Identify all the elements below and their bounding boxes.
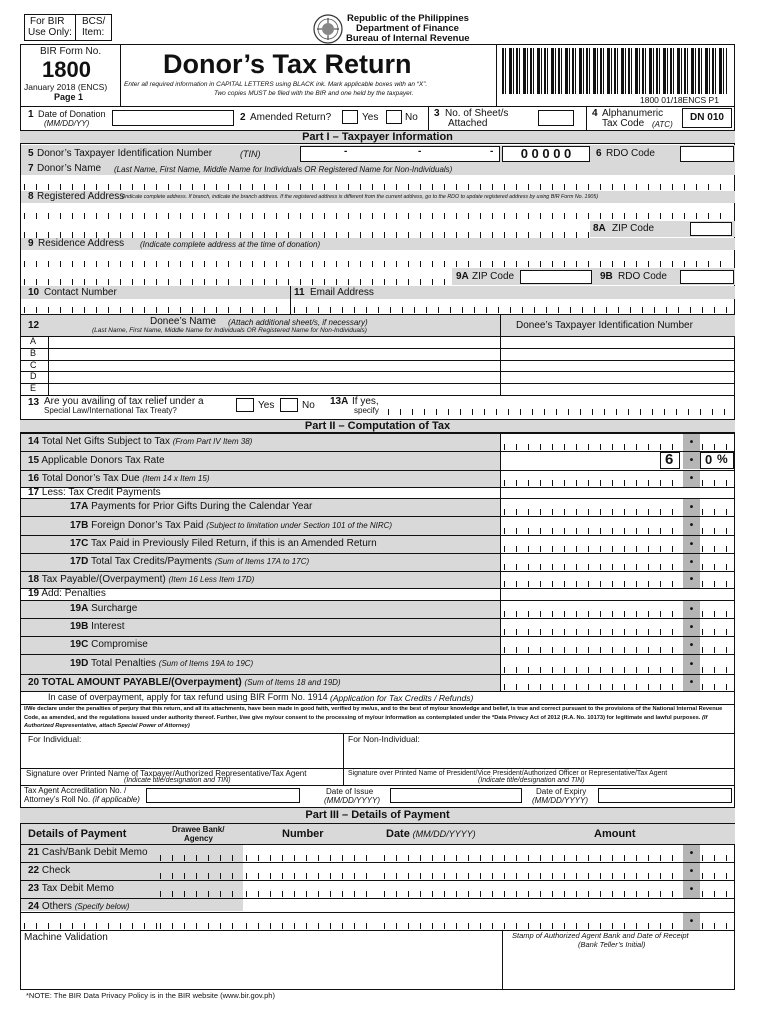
tax-rate-percent: % (717, 452, 728, 466)
amount-input[interactable] (504, 528, 682, 534)
email-label: Email Address (310, 287, 374, 298)
amount-input[interactable] (504, 509, 682, 515)
decimal-point: • (683, 434, 700, 451)
date-issue-hint: (MM/DD/YYYY) (324, 796, 380, 805)
divider (500, 433, 501, 691)
relief-no-checkbox[interactable] (280, 398, 298, 412)
donor-name-hint: (Last Name, First Name, Middle Name for Individuals OR Registered Name for Non-Individuals) (114, 165, 453, 174)
residence-input-1[interactable] (24, 261, 732, 267)
payment-row-22 (28, 865, 70, 876)
part2-item-17c (70, 538, 377, 549)
decimal-point: • (683, 845, 700, 862)
contact-input[interactable] (24, 307, 288, 313)
donee-name-label: Donee’s Name (150, 316, 216, 327)
part2-item-16 (28, 473, 210, 484)
amount-input[interactable] (504, 546, 682, 552)
tax-rate-value: 6 (665, 451, 674, 468)
declaration-text (24, 705, 732, 733)
amount-input[interactable] (504, 611, 682, 617)
amount-input[interactable] (504, 444, 682, 450)
decimal-point: • (683, 913, 700, 930)
col-details: Details of Payment (28, 828, 127, 840)
for-bir-label: For BIR (30, 16, 65, 27)
atc-hint: (ATC) (652, 120, 673, 129)
decimal-point: • (683, 881, 700, 898)
date-input[interactable] (384, 923, 496, 929)
date-input[interactable] (384, 891, 496, 897)
rdo-9b-input[interactable] (680, 270, 734, 284)
donee-row-letter: E (30, 383, 37, 393)
sig-left-label: Signature over Printed Name of Taxpayer/Authorized Representative/Tax Agent (26, 769, 307, 778)
roll-no-hint: (if applicable) (92, 795, 140, 804)
amount-cents-input[interactable] (702, 564, 732, 570)
part2-item-19d (70, 658, 253, 669)
amount-cents-input[interactable] (702, 528, 732, 534)
item-5-number: 5 (28, 148, 34, 159)
specify-input[interactable] (388, 409, 732, 415)
donee-name-input[interactable] (50, 349, 498, 359)
payment-row-number: 21 (28, 847, 40, 858)
instruction-text: Enter all required information in CAPITAL LETTERS using BLACK ink. Mark applicable boxes with an “X”. (124, 81, 428, 88)
form-number: 1800 (42, 57, 91, 82)
amount-input[interactable] (504, 891, 682, 897)
declaration-text-body: I/We declare under the penalties of perjury that this return, and all its attachments, have been made in good faith, verified by me/us, and to the best of my/our knowledge and belief, is true and correct pursuant to the provisions of the National Internal Revenue Code, as amended, and the regulations issued under authority thereof. Further, I/we give my/our consent to the processing of my/our information as contemplated under the *Data Privacy Act of 2012 (R.A. No. 10173) for legitimate and lawful purposes. (24, 706, 723, 721)
item-8a-number: 8A (593, 223, 606, 234)
item-number: 19D (70, 658, 89, 669)
decimal-point: • (683, 554, 700, 571)
sig-left-hint: (Indicate title/designation and TIN) (124, 777, 231, 784)
part2-title: Part II – Computation of Tax (20, 419, 735, 433)
item-label: Total Penalties (90, 658, 157, 669)
decimal-point: • (683, 536, 700, 553)
item-hint: (Sum of Items 19A to 19C) (158, 659, 254, 668)
col-number: Number (282, 828, 324, 840)
divider (496, 44, 497, 106)
date-expiry-input[interactable] (598, 788, 732, 803)
sheets-input[interactable] (538, 110, 574, 126)
date-donation-label: Date of Donation (38, 109, 106, 119)
residence-input-2[interactable] (24, 279, 452, 285)
part2-item-17d (70, 556, 309, 567)
divider (20, 106, 735, 107)
tax-rate-decimal: 0 (705, 452, 713, 467)
decimal-point: • (683, 499, 700, 516)
reg-address-label: Registered Address (37, 191, 125, 202)
part2-item-18 (28, 574, 254, 585)
payment-row-label: Cash/Bank Debit Memo (41, 847, 148, 858)
roll-no-label (24, 795, 140, 804)
item-label: Total Tax Credits/Payments (90, 556, 212, 567)
attached-label: Attached (448, 118, 488, 129)
specify-label: specify (354, 406, 379, 415)
overpayment-note: In case of overpayment, apply for tax refund using BIR Form No. 1914 (48, 692, 328, 702)
sheets-label: No. of Sheet/s (445, 108, 509, 119)
item-8-number: 8 (28, 191, 34, 202)
tin-hint: (TIN) (240, 149, 261, 159)
stamp-label: Stamp of Authorized Agent Bank and Date of Receipt (512, 931, 689, 940)
item-hint: (Item 16 Less Item 17D) (168, 574, 255, 584)
part2-item-17 (28, 487, 161, 498)
amended-yes-label: Yes (362, 112, 379, 123)
number-input[interactable] (246, 873, 378, 879)
relief-question: Are you availing of tax relief under a (44, 396, 204, 407)
rdo-9b-label: RDO Code (618, 271, 667, 282)
date-donation-input[interactable] (112, 110, 234, 126)
payment-row-number: 22 (28, 865, 40, 876)
item-number: 19 (28, 588, 40, 599)
donor-name-input[interactable] (24, 184, 732, 190)
donee-tin-input[interactable] (502, 384, 732, 394)
item-label: TOTAL AMOUNT PAYABLE/(Overpayment) (41, 676, 242, 688)
amount-cents-input[interactable] (702, 667, 732, 673)
amount-cents-input[interactable] (702, 611, 732, 617)
amount-input[interactable] (504, 647, 682, 653)
atc-label-2: Tax Code (602, 118, 645, 129)
item-hint: (Sum of Items 18 and 19D) (244, 677, 341, 687)
barcode (502, 48, 727, 94)
divider (20, 588, 735, 589)
decimal-point: • (683, 863, 700, 880)
divider (48, 336, 49, 395)
item-number: 19B (70, 621, 89, 632)
number-input[interactable] (246, 923, 378, 929)
zip-9a-label: ZIP Code (472, 271, 515, 282)
decimal-point: • (683, 452, 700, 469)
part2-item-14 (28, 436, 252, 447)
item-label: Add: Penalties (41, 588, 106, 599)
item-label: Foreign Donor’s Tax Paid (91, 519, 204, 531)
donee-tin-input[interactable] (502, 361, 732, 371)
item-number: 19A (70, 603, 89, 614)
donor-name-label: Donor’s Name (37, 163, 102, 174)
sig-right-label: Signature over Printed Name of President/Vice President/Authorized Officer or Representative/Tax Agent (348, 770, 668, 777)
item-number: 17C (70, 538, 89, 549)
amount-cents-input[interactable] (702, 647, 732, 653)
amount-input[interactable] (504, 873, 682, 879)
item-label: Interest (91, 621, 125, 632)
amount-input[interactable] (504, 480, 682, 486)
bcs-label: BCS/ (82, 16, 106, 27)
date-input[interactable] (384, 873, 496, 879)
item-number: 14 (28, 436, 40, 447)
department-text: Department of Finance (356, 23, 459, 34)
donee-tin-label: Donee’s Taxpayer Identification Number (516, 320, 693, 331)
item-number: 19C (70, 639, 89, 650)
decimal-point: • (683, 675, 700, 691)
col-date-hint: (MM/DD/YYYY) (412, 829, 476, 839)
tin-dash: - (344, 146, 348, 157)
tin-label: Donor’s Taxpayer Identification Number (37, 148, 213, 159)
part2-item-19 (28, 588, 106, 599)
item-label: Applicable Donors Tax Rate (41, 454, 165, 466)
relief-no-label: No (302, 400, 315, 411)
sig-right-hint: (Indicate title/designation and TIN) (478, 777, 585, 784)
decimal-point: • (683, 637, 700, 654)
item-9b-number: 9B (600, 271, 613, 282)
item-number: 15 (28, 454, 40, 466)
part3-title: Part III – Details of Payment (20, 807, 735, 824)
republic-text: Republic of the Philippines (347, 13, 469, 24)
donee-row-letter: C (30, 360, 37, 370)
reg-address-input-1[interactable] (24, 213, 732, 219)
date-donation-hint: (MM/DD/YY) (44, 119, 90, 128)
tin-dash: - (418, 146, 422, 157)
roll-no-text: Attorney’s Roll No. (24, 795, 91, 804)
part2-item-17b (70, 520, 392, 531)
donee-row-letter: A (30, 336, 37, 346)
relief-question-2: Special Law/International Tax Treaty? (44, 406, 177, 415)
amount-input[interactable] (504, 855, 682, 861)
donee-row-letter: D (30, 371, 37, 381)
payment-row-21 (28, 847, 148, 858)
atc-label: Alphanumeric (602, 108, 664, 119)
for-individual-label: For Individual: (28, 734, 82, 744)
donee-tin-input[interactable] (502, 337, 732, 347)
bureau-text: Bureau of Internal Revenue (346, 33, 470, 44)
rdo-input[interactable] (680, 146, 734, 162)
payment-row-hint: (Specify below) (74, 902, 130, 911)
part2-item-19a (70, 603, 137, 614)
contact-label: Contact Number (44, 287, 117, 298)
divider (120, 44, 121, 106)
individual-signature-field[interactable] (24, 746, 340, 768)
amount-cents-input[interactable] (702, 480, 732, 486)
col-amount: Amount (594, 828, 636, 840)
amount-cents-input[interactable] (702, 509, 732, 515)
drawee-bank-input[interactable] (160, 855, 240, 861)
donee-name-hint: (Attach additional sheet/s, if necessary) (228, 318, 368, 327)
decimal-point: • (683, 655, 700, 674)
number-input[interactable] (246, 891, 378, 897)
number-input[interactable] (246, 855, 378, 861)
date-input[interactable] (384, 855, 496, 861)
amount-cents-input[interactable] (702, 855, 732, 861)
part2-item-15 (28, 455, 165, 466)
item-3-number: 3 (434, 108, 440, 119)
part2-item-17a (70, 501, 312, 512)
barcode-code: 1800 01/18ENCS P1 (640, 95, 719, 105)
use-only-label: Use Only: (28, 27, 72, 38)
item-label: Less: Tax Credit Payments (41, 487, 161, 498)
payment-row-24 (28, 901, 129, 912)
amended-label: Amended Return? (250, 112, 332, 123)
payment-row-label: Others (41, 901, 72, 912)
donee-name-hint-2: (Last Name, First Name, Middle Name for Individuals OR Registered Name for Non-Individuals) (92, 327, 367, 334)
declaration-text-italic: (If Authorized Representative, attach Special Power of Attorney) (24, 714, 708, 729)
residence-label-row (21, 238, 735, 250)
rdo-label: RDO Code (606, 148, 655, 159)
if-yes-label: If yes, (352, 396, 379, 407)
item-1-number: 1 (28, 109, 34, 120)
residence-label: Residence Address (38, 238, 125, 249)
decimal-point: • (683, 619, 700, 636)
item-9a-number: 9A (456, 271, 469, 282)
item-2-number: 2 (240, 112, 246, 123)
amount-input[interactable] (504, 684, 682, 690)
item-number: 17A (70, 501, 89, 512)
payment-row-label: Check (41, 865, 71, 876)
contact-label-row (21, 286, 735, 299)
item-9-number: 9 (28, 238, 34, 249)
agent-no-input[interactable] (146, 788, 300, 803)
divider (290, 286, 291, 314)
bir-seal-icon (313, 14, 343, 44)
drawee-bank-input[interactable] (160, 873, 240, 879)
divider (75, 14, 76, 41)
part2-item-19c (70, 639, 148, 650)
tin-input[interactable] (300, 146, 500, 162)
relief-yes-label: Yes (258, 400, 275, 411)
copies-text: Two copies MUST be filed with the BIR and one held by the taxpayer. (214, 90, 414, 97)
item-13a-number: 13A (330, 396, 349, 407)
agent-no-label: Tax Agent Accreditation No. / (24, 786, 127, 795)
payment-row-label: Tax Debit Memo (41, 883, 114, 894)
item-4-number: 4 (592, 108, 598, 119)
divider (20, 912, 735, 913)
item-10-number: 10 (28, 287, 40, 298)
col-date: Date (386, 828, 410, 840)
amount-cents-input[interactable] (702, 546, 732, 552)
item-number: 16 (28, 472, 40, 484)
item-label: Compromise (91, 639, 148, 650)
atc-value: DN 010 (682, 108, 732, 128)
item-hint: (Item 14 x Item 15) (142, 473, 210, 483)
item-label: Surcharge (91, 603, 138, 614)
tin-branch-code: 0 0 0 0 0 (502, 146, 590, 162)
amount-cents-input[interactable] (702, 581, 732, 587)
zip-8a-input[interactable] (690, 222, 732, 236)
zip-9a-input[interactable] (520, 270, 592, 284)
stamp-label-2: (Bank Teller’s Initial) (578, 940, 646, 949)
tin-dash: - (490, 146, 494, 157)
decimal-point: • (683, 471, 700, 487)
divider (428, 106, 429, 130)
amount-input[interactable] (504, 629, 682, 635)
donee-name-input[interactable] (50, 384, 498, 394)
amount-cents-input[interactable] (702, 684, 732, 690)
amount-input[interactable] (504, 564, 682, 570)
drawee-bank-input[interactable] (160, 923, 240, 929)
item-12-number: 12 (28, 320, 40, 331)
amended-no-checkbox[interactable] (386, 110, 402, 124)
item-hint: (Subject to limitation under Section 101 of the NIRC) (206, 520, 393, 530)
item-number: 17D (70, 556, 89, 567)
date-expiry-hint: (MM/DD/YYYY) (532, 796, 588, 805)
decimal-point: • (683, 572, 700, 588)
footer-note: *NOTE: The BIR Data Privacy Policy is in the BIR website (www.bir.gov.ph) (26, 991, 275, 1000)
residence-hint: (Indicate complete address at the time of donation) (140, 240, 321, 249)
decimal-point: • (683, 517, 700, 535)
donee-name-input[interactable] (50, 361, 498, 371)
item-number: 17 (28, 487, 40, 498)
item-number: 20 (28, 676, 40, 688)
amount-cents-input[interactable] (702, 891, 732, 897)
for-non-individual-label: For Non-Individual: (348, 734, 420, 744)
donee-name-input[interactable] (50, 372, 498, 382)
amended-yes-checkbox[interactable] (342, 110, 358, 124)
item-label: Total Donor’s Tax Due (41, 472, 140, 484)
amount-cents-input[interactable] (702, 629, 732, 635)
form-no-label: BIR Form No. (40, 46, 102, 57)
date-expiry-label: Date of Expiry (536, 787, 587, 796)
item-6-number: 6 (596, 148, 602, 159)
donee-row-letter: B (30, 348, 37, 358)
item-11-number: 11 (294, 287, 305, 298)
item-hint: (Sum of Items 17A to 17C) (214, 557, 310, 566)
amount-input[interactable] (504, 667, 682, 673)
amount-input[interactable] (504, 581, 682, 587)
item-13-number: 13 (28, 397, 40, 408)
decimal-point: • (683, 601, 700, 618)
amended-no-label: No (405, 112, 418, 123)
donee-name-input[interactable] (50, 337, 498, 347)
item-number: 17B (70, 519, 89, 531)
item-label: Tax Payable/(Overpayment) (41, 573, 166, 585)
form-title: Donor’s Tax Return (163, 49, 412, 79)
item-label: Tax Paid in Previously Filed Return, if this is an Amended Return (90, 538, 377, 549)
overpayment-hint: (Application for Tax Credits / Refunds) (330, 693, 474, 703)
amount-cents-input[interactable] (702, 444, 732, 450)
drawee-bank-input[interactable] (160, 891, 240, 897)
email-input[interactable] (294, 307, 732, 313)
col-bank: Drawee Bank/ (172, 825, 225, 834)
non-individual-signature-field[interactable] (347, 746, 732, 768)
reg-address-hint: (Indicate complete address. If branch, indicate the branch address. If the registered address is different from the current address, go to the RDO to update registered address by using BIR Form No. 1905) (122, 194, 599, 200)
divider (586, 106, 587, 130)
item-label: Item: (82, 27, 105, 38)
item-label: Total Net Gifts Subject to Tax (41, 436, 170, 447)
payment-row-number: 24 (28, 901, 40, 912)
date-issue-input[interactable] (390, 788, 522, 803)
divider (20, 785, 735, 786)
form-date: January 2018 (ENCS) (24, 82, 108, 92)
divider (343, 733, 344, 785)
payment-row-number: 23 (28, 883, 40, 894)
payment-row-23 (28, 883, 114, 894)
date-issue-label: Date of Issue (326, 787, 374, 796)
relief-yes-checkbox[interactable] (236, 398, 254, 412)
item-label: Payments for Prior Gifts During the Calendar Year (91, 501, 313, 512)
divider (502, 930, 503, 990)
page-number: Page 1 (54, 92, 84, 102)
amount-cents-input[interactable] (702, 873, 732, 879)
donee-tin-input[interactable] (502, 372, 732, 382)
zip-8a-label: ZIP Code (612, 223, 655, 234)
item-hint: (From Part IV Item 38) (172, 437, 253, 446)
part2-item-20 (28, 677, 341, 688)
item-7-number: 7 (28, 163, 34, 174)
part2-item-19b (70, 621, 125, 632)
amount-input[interactable] (504, 923, 682, 929)
amount-cents-input[interactable] (702, 923, 732, 929)
part1-title: Part I – Taxpayer Information (20, 130, 735, 144)
col-bank-2: Agency (184, 834, 213, 843)
machine-validation-label: Machine Validation (24, 932, 108, 943)
others-specify-input[interactable] (24, 923, 158, 929)
donee-tin-input[interactable] (502, 349, 732, 359)
item-number: 18 (28, 573, 40, 585)
